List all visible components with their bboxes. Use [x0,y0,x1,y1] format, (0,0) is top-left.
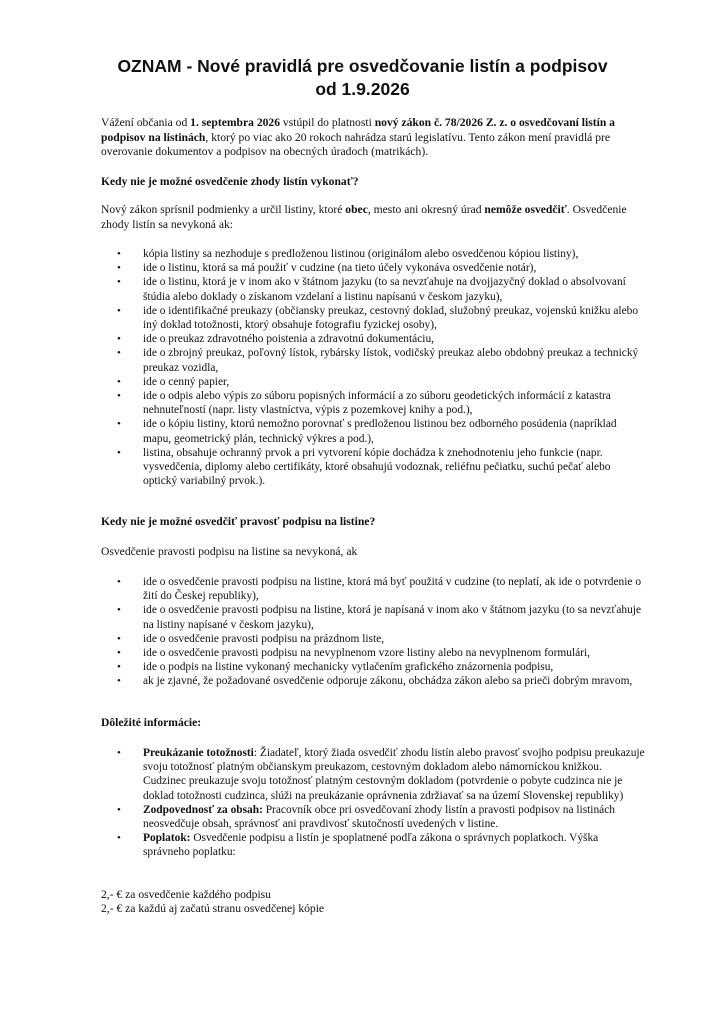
list-item: • ide o osvedčenie pravosti podpisu na prázdnom liste, [101,632,646,646]
page-title [60,55,665,101]
section-heading-important-info: Dôležité informácie: [101,716,202,729]
list-item: • ide o listinu, ktorá je v inom ako v štátnom jazyku (to sa nevzťahuje na dvojjazyčný doklad o absolvovaní štúdia alebo doklady o získanom vzdelaní a listinu napísanú v českom jazyku), [101,275,646,303]
list-item: • ide o podpis na listine vykonaný mechanicky vytlačením grafického znázornenia podpisu, [101,660,646,674]
list-item: • ide o osvedčenie pravosti podpisu na listine, ktorá je napísaná v inom ako v štátnom jazyku (to sa nevzťahuje na listiny napísané v českom jazyku), [101,603,646,631]
list-item [101,831,646,859]
list-item: • ide o cenný papier, [101,375,646,389]
important-info-list [101,746,646,860]
signature-exclusions-list [101,575,646,689]
intro-text: vstúpil do platnosti [280,116,375,129]
item-label: Zodpovednosť za obsah: [143,803,263,816]
item-text: Pracovník obce pri osvedčovaní zhody listín a pravosti podpisov na listinách neosvedčuje obsah, správnosť ani pravdivosť skutočností uvedených v listine. [143,803,615,831]
fee-copy-page: 2,- € za každú aj začatú stranu osvedčenej kópie [101,902,325,915]
intro-paragraph [101,116,641,160]
intro-text: Vážení občania od [101,116,191,129]
section1-text: . Osvedčenie zhody listín sa nevykoná ak: [101,203,627,231]
title-line-1: OZNAM - Nové pravidlá pre osvedčovanie listín a podpisov [117,56,608,76]
section1-bold: obec [345,203,368,216]
list-item: • listina, obsahuje ochranný prvok a pri vytvorení kópie dochádza k znehodnoteniu jeho funkcie (napr. vysvedčenia, diplomy alebo certifikáty, ktoré obsahujú vodoznak, reliéfnu pečiatku, suchú pečať alebo optický variabilný prvok.). [101,446,646,489]
list-item: • kópia listiny sa nezhoduje s predloženou listinou (originálom alebo osvedčenou kópiou listiny), [101,247,646,261]
fee-signature: 2,- € za osvedčenie každého podpisu [101,888,271,901]
list-item: • ide o identifikačné preukazy (občiansky preukaz, cestovný doklad, služobný preukaz, vojenskú knižku alebo iný doklad totožnosti, ktorý obsahuje fotografiu fyzickej osoby), [101,304,646,332]
list-item: • ide o kópiu listiny, ktorú nemožno porovnať s predloženou listinou bez odborného posúdenia (napríklad mapu, geometrický plán, technický výkres a pod.), [101,417,646,445]
list-item: • ide o zbrojný preukaz, poľovný lístok, rybársky lístok, vodičský preukaz alebo obdobný preukaz a technický preukaz vozidla, [101,346,646,374]
list-item [101,746,646,803]
section1-paragraph [101,203,641,232]
item-text: Osvedčenie podpisu a listín je spoplatnené podľa zákona o správnych poplatkoch. Výška správneho poplatku: [143,832,599,859]
list-item: • ak je zjavné, že požadované osvedčenie odporuje zákonu, obchádza zákon alebo sa prieči dobrým mravom, [101,674,646,688]
list-item: • ide o preukaz zdravotného poistenia a zdravotnú dokumentáciu, [101,332,646,346]
section-heading-signature: Kedy nie je možné osvedčiť pravosť podpisu na listine? [101,515,376,528]
item-label: Poplatok: [143,832,191,845]
section2-paragraph: Osvedčenie pravosti podpisu na listine sa nevykoná, ak [101,545,358,558]
section1-text: Nový zákon sprísnil podmienky a určil listiny, ktoré [101,203,346,216]
section1-text: , mesto ani okresný úrad [367,203,485,216]
section1-bold: nemôže osvedčiť [484,203,567,216]
intro-text: , ktorý po viac ako 20 rokoch nahrádza starú legislatívu. Tento zákon mení pravidlá pre overovanie dokumentov a podpisov na obecných úradoch (matrikách). [101,130,611,159]
item-text: : Žiadateľ, ktorý žiada osvedčiť zhodu listín alebo pravosť svojho podpisu preukazuje svoju totožnosť platným občianskym preukazom, cestovným dokladom alebo námorníckou knižkou. Cudzinec preukazuje svoju totožnosť platným cestovným dokladom (potvrdenie o pobyte cudzinca nie je doklad totožnosti cudzinca, slúži na preukázanie oprávnenia zdržiavať sa na území Slovenskej republiky) [143,747,645,802]
document-copy-exclusions-list [101,247,646,488]
list-item: • ide o odpis alebo výpis zo súboru popisných informácií a zo súboru geodetických informácií z katastra nehnuteľností (napr. listy vlastníctva, výpis z pozemkovej knihy a pod.), [101,389,646,417]
section-heading-document-copies: Kedy nie je možné osvedčenie zhody listín vykonať? [101,175,359,188]
intro-date: 1. septembra 2026 [190,116,281,129]
title-line-2: od 1.9.2026 [315,79,410,99]
item-label: Preukázanie totožnosti [143,747,254,759]
list-item: • ide o osvedčenie pravosti podpisu na listine, ktorá má byť použitá v cudzine (to neplatí, ak ide o potvrdenie o žití do Českej republiky), [101,575,646,603]
intro-law-name: nový zákon č. 78/2026 Z. z. o osvedčovaní listín a podpisov na listinách [101,116,615,144]
list-item [101,803,646,831]
list-item: • ide o osvedčenie pravosti podpisu na nevyplnenom vzore listiny alebo na nevyplnenom formulári, [101,646,646,660]
list-item: • ide o listinu, ktorá sa má použiť v cudzine (na tieto účely vykonáva osvedčenie notár), [101,261,646,275]
